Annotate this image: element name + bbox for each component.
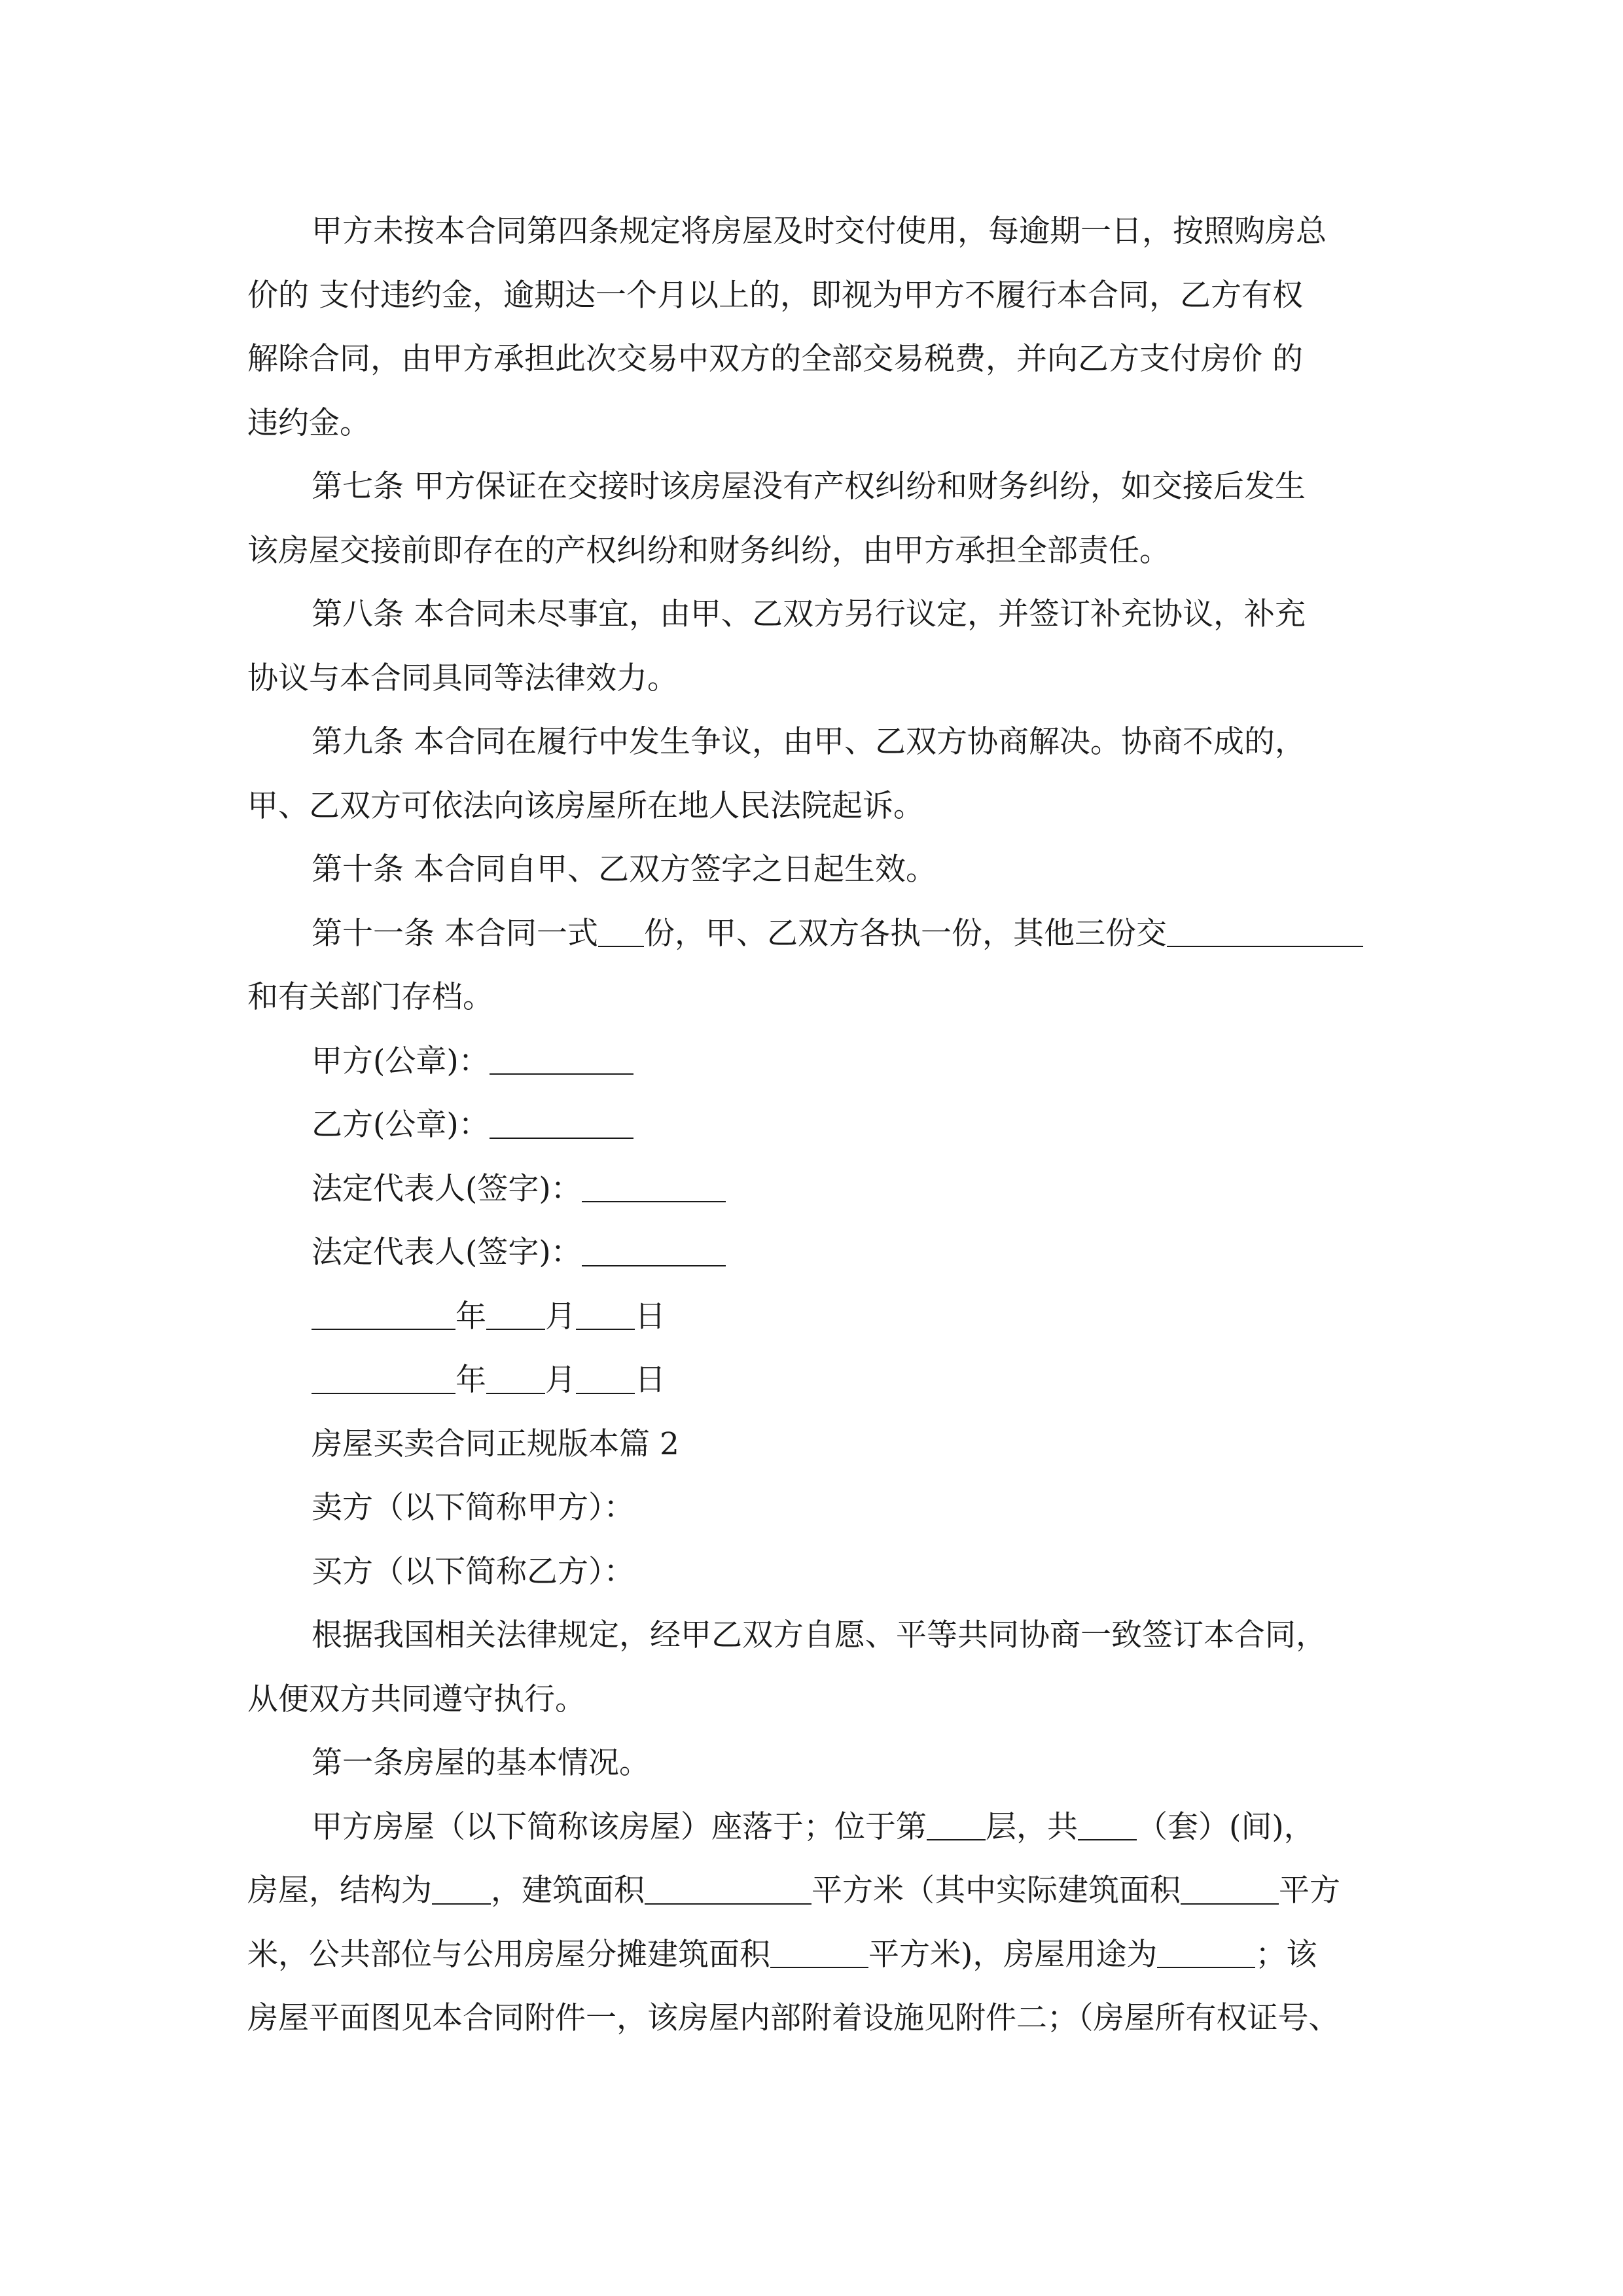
text-line: 该房屋交接前即存在的产权纠纷和财务纠纷，由甲方承担全部责任。 bbox=[247, 532, 1170, 569]
text-line: 甲、乙双方可依法向该房屋所在地人民法院起诉。 bbox=[247, 787, 924, 824]
text-line: 价的 支付违约金，逾期达一个月以上的，即视为甲方不履行本合同，乙方有权 bbox=[247, 277, 1303, 314]
clause-text: ，建筑面积 bbox=[491, 1873, 645, 1909]
month-blank[interactable] bbox=[486, 1298, 545, 1330]
building-area-blank[interactable] bbox=[645, 1873, 812, 1905]
text-line: 违约金。 bbox=[247, 404, 370, 441]
rep-a-blank[interactable] bbox=[582, 1170, 726, 1202]
month-label: 月 bbox=[545, 1298, 576, 1335]
clause-text: 甲方房屋（以下简称该房屋）座落于；位于第 bbox=[312, 1808, 927, 1845]
day-blank[interactable] bbox=[576, 1298, 635, 1330]
party-a-seal-line bbox=[247, 1030, 1389, 1094]
day-blank[interactable] bbox=[576, 1362, 635, 1394]
text-line: 和有关部门存档。 bbox=[247, 979, 493, 1015]
date-line-b bbox=[247, 1348, 1389, 1412]
section-title: 房屋买卖合同正规版本篇 2 bbox=[312, 1426, 679, 1462]
house-line-3 bbox=[247, 1923, 1389, 1987]
article-11 bbox=[247, 902, 1389, 966]
clause-text: ；该 bbox=[1255, 1936, 1317, 1973]
usage-blank[interactable] bbox=[1157, 1936, 1255, 1968]
clause-text: 平方米)，房屋用途为 bbox=[868, 1936, 1158, 1973]
article-1-heading: 第一条房屋的基本情况。 bbox=[312, 1745, 650, 1781]
month-label: 月 bbox=[545, 1362, 576, 1398]
actual-area-blank[interactable] bbox=[1181, 1873, 1279, 1905]
year-label: 年 bbox=[455, 1362, 486, 1398]
house-line-1 bbox=[247, 1795, 1389, 1859]
structure-blank[interactable] bbox=[432, 1873, 491, 1905]
clause-text: 房屋，结构为 bbox=[247, 1873, 432, 1909]
clause-text: 份，甲、乙双方各执一份，其他三份交 bbox=[643, 915, 1167, 952]
house-line-2 bbox=[247, 1859, 1389, 1923]
article-10: 第十条 本合同自甲、乙双方签字之日起生效。 bbox=[312, 852, 936, 888]
clause-text: 层，共 bbox=[986, 1808, 1078, 1845]
party-a-seal-blank[interactable] bbox=[490, 1043, 633, 1075]
text-line: 解除合同，由甲方承担此次交易中双方的全部交易税费，并向乙方支付房价 的 bbox=[247, 341, 1303, 377]
rep-a-line bbox=[247, 1157, 1389, 1221]
party-b-seal-label: 乙方(公章)： bbox=[312, 1107, 490, 1143]
buyer-line: 买方（以下简称乙方）： bbox=[312, 1553, 635, 1590]
seller-line: 卖方（以下简称甲方）： bbox=[312, 1490, 635, 1526]
floor-blank[interactable] bbox=[927, 1808, 986, 1840]
day-label: 日 bbox=[635, 1298, 666, 1335]
text-line: 甲方未按本合同第四条规定将房屋及时交付使用，每逾期一日，按照购房总 bbox=[312, 213, 1327, 249]
clause-text: 第十一条 本合同一式 bbox=[312, 915, 598, 952]
party-b-seal-line bbox=[247, 1093, 1389, 1157]
shared-area-blank[interactable] bbox=[770, 1936, 868, 1968]
party-b-seal-blank[interactable] bbox=[490, 1107, 633, 1139]
copies-count-blank[interactable] bbox=[598, 915, 644, 947]
text-line: 从便双方共同遵守执行。 bbox=[247, 1681, 586, 1717]
house-line-4: 房屋平面图见本合同附件一，该房屋内部附着设施见附件二；（房屋所有权证号、 bbox=[247, 2000, 1340, 2036]
rep-b-line bbox=[247, 1221, 1389, 1285]
party-a-seal-label: 甲方(公章)： bbox=[312, 1043, 490, 1079]
rep-b-blank[interactable] bbox=[582, 1234, 726, 1266]
document-page bbox=[247, 200, 1389, 2051]
text-line: 协议与本合同具同等法律效力。 bbox=[247, 660, 678, 696]
article-9: 第九条 本合同在履行中发生争议，由甲、乙双方协商解决。协商不成的， bbox=[312, 724, 1306, 760]
clause-text: 米，公共部位与公用房屋分摊建筑面积 bbox=[247, 1936, 770, 1973]
clause-text: 平方米（其中实际建筑面积 bbox=[812, 1873, 1181, 1909]
clause-text: 平方 bbox=[1279, 1873, 1340, 1909]
text-line: 根据我国相关法律规定，经甲乙双方自愿、平等共同协商一致签订本合同， bbox=[312, 1617, 1327, 1653]
units-blank[interactable] bbox=[1078, 1808, 1137, 1840]
rep-b-label: 法定代表人(签字)： bbox=[312, 1234, 582, 1270]
day-label: 日 bbox=[635, 1362, 666, 1398]
month-blank[interactable] bbox=[486, 1362, 545, 1394]
year-blank[interactable] bbox=[312, 1298, 455, 1330]
year-blank[interactable] bbox=[312, 1362, 455, 1394]
article-8: 第八条 本合同未尽事宜，由甲、乙双方另行议定，并签订补充协议，补充 bbox=[312, 596, 1306, 632]
year-label: 年 bbox=[455, 1298, 486, 1335]
date-line-a bbox=[247, 1285, 1389, 1349]
rep-a-label: 法定代表人(签字)： bbox=[312, 1170, 582, 1207]
recipient-blank[interactable] bbox=[1167, 915, 1363, 947]
article-7: 第七条 甲方保证在交接时该房屋没有产权纠纷和财务纠纷，如交接后发生 bbox=[312, 469, 1306, 505]
clause-text: （套）(间)， bbox=[1137, 1808, 1315, 1845]
